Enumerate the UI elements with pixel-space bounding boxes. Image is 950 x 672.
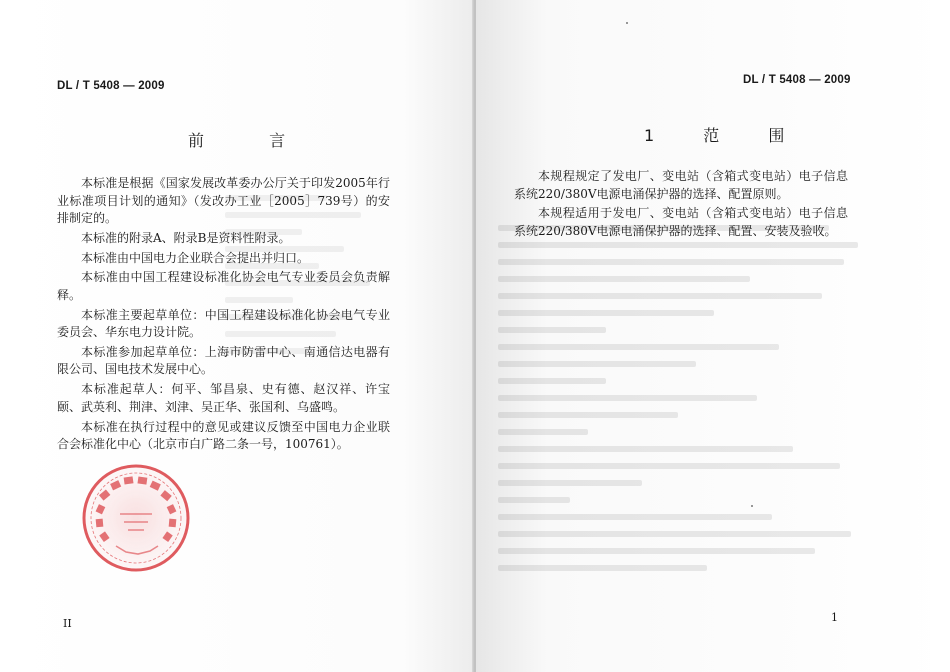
red-seal-stamp [80,462,192,574]
right-page [476,0,950,672]
paragraph: 本标准的附录A、附录B是资料性附录。 [81,230,291,245]
scope-body [514,168,848,243]
section-title-foreword: 前 言 [188,131,316,150]
left-page [0,0,474,672]
paragraph: 本标准主要起草单位：中国工程建设标准化协会电气专业委员会、华东电力设计院。 [57,307,390,340]
paragraph: 本标准在执行过程中的意见或建议反馈至中国电力企业联合会标准化中心（北京市白广路二条一号，100761）。 [57,419,390,452]
bleed-through-text [498,225,858,625]
foreword-body [57,175,390,456]
paragraph: 本标准是根据《国家发展改革委办公厅关于印发2005年行业标准项目计划的通知》（发改办工业［2005］739号）的安排制定的。 [57,176,390,225]
standard-code-header: DL / T 5408 — 2009 [57,80,165,92]
paragraph: 本标准起草人：何平、邹昌泉、史有德、赵汉祥、许宝颐、武英利、荆津、刘津、吴正华、张国利、乌盛鸣。 [57,382,390,414]
page-number: 1 [831,611,838,624]
scan-speck [751,505,753,507]
standard-code-header: DL / T 5408 — 2009 [743,74,851,86]
paragraph: 本规程规定了发电厂、变电站（含箱式变电站）电子信息系统220/380V电源电涌保护器的选择、配置原则。 [514,169,848,201]
paragraph: 本标准由中国工程建设标准化协会电气专业委员会负责解释。 [57,270,390,302]
paragraph: 本标准参加起草单位：上海市防雷中心、南通信达电器有限公司、国电技术发展中心。 [57,344,390,377]
section-title-scope: 1 范 围 [644,126,807,145]
scan-speck [626,22,628,24]
paragraph: 本标准由中国电力企业联合会提出并归口。 [81,250,310,265]
paragraph: 本规程适用于发电厂、变电站（含箱式变电站）电子信息系统220/380V电源电涌保护器的选择、配置、安装及验收。 [514,206,848,238]
page-number: II [63,617,72,630]
